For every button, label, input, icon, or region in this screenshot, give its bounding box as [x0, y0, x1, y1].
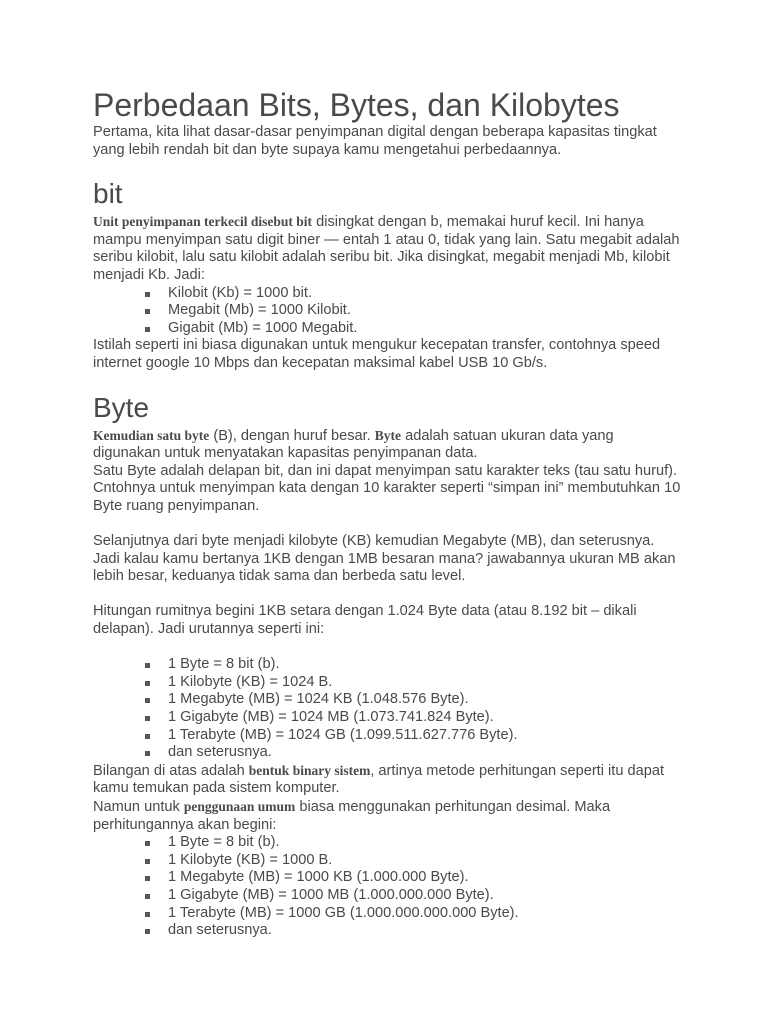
byte-p1-rest: adalah satuan ukuran data yang digunakan untuk menyatakan kapasitas penyimpanan data.: [93, 427, 614, 462]
list-item: 1 Megabyte (MB) = 1000 KB (1.000.000 Byte).: [93, 869, 683, 887]
byte-paragraph-5: [93, 762, 683, 798]
section-heading-byte: Byte: [93, 391, 150, 423]
byte-p6-start: Namun untuk: [93, 799, 184, 815]
byte-p1-bold-1: Kemudian satu byte: [93, 427, 210, 443]
list-item: dan seterusnya.: [93, 922, 683, 940]
list-item: 1 Gigabyte (MB) = 1024 MB (1.073.741.824 Byte).: [93, 709, 683, 727]
list-item: Kilobit (Kb) = 1000 bit.: [93, 285, 683, 303]
page-title: Perbedaan Bits, Bytes, dan Kilobytes: [93, 87, 620, 123]
binary-list: [93, 656, 683, 762]
byte-p5-start: Bilangan di atas adalah: [93, 762, 249, 779]
bit-list: [93, 285, 683, 338]
list-item: 1 Byte = 8 bit (b).: [93, 656, 683, 674]
bit-after-paragraph: Istilah seperti ini biasa digunakan untuk mengukur kecepatan transfer, contohnya speed internet google 10 Mbps dan kecepatan maksimal kabel USB 10 Gb/s.: [93, 337, 661, 371]
list-item: 1 Gigabyte (MB) = 1000 MB (1.000.000.000 Byte).: [93, 887, 683, 905]
byte-paragraph-3: Selanjutnya dari byte menjadi kilobyte (KB) kemudian Megabyte (MB), dan seterusnya. Jadi kalau kamu bertanya 1KB dengan 1MB besaran mana? jawabannya ukuran MB akan lebih besar, keduanya tidak sama dan berbeda satu level.: [93, 533, 676, 585]
list-item: dan seterusnya.: [93, 744, 683, 762]
decimal-list: [93, 834, 683, 940]
bit-lead-bold: Unit penyimpanan terkecil disebut bit: [93, 214, 313, 230]
bit-lead-text: disingkat dengan b, memakai huruf kecil. Ini hanya mampu menyimpan satu digit biner — entah 1 atau 0, tidak yang lain. Satu megabit adalah seribu kilobit, lalu satu kilobit adalah seribu bit. Jika disingkat, megabit menjadi Mb, kilobit menjadi Kb. Jadi:: [93, 214, 680, 283]
document-page: [93, 86, 683, 940]
byte-paragraph-2: Satu Byte adalah delapan bit, dan ini dapat menyimpan satu karakter teks (tau satu huruf). Cntohnya untuk menyimpan kata dengan 10 karakter seperti “simpan ini” membutuhkan 10 Byte ruang penyimpanan.: [93, 462, 681, 514]
list-item: 1 Megabyte (MB) = 1024 KB (1.048.576 Byte).: [93, 691, 683, 709]
list-item: 1 Kilobyte (KB) = 1000 B.: [93, 852, 683, 870]
list-item: 1 Terabyte (MB) = 1024 GB (1.099.511.627.776 Byte).: [93, 727, 683, 745]
list-item: Gigabit (Mb) = 1000 Megabit.: [93, 320, 683, 338]
byte-p6-bold: penggunaan umum: [183, 799, 296, 814]
list-item: Megabit (Mb) = 1000 Kilobit.: [93, 302, 683, 320]
list-item: 1 Terabyte (MB) = 1000 GB (1.000.000.000.000 Byte).: [93, 905, 683, 923]
byte-paragraph-6: [93, 798, 683, 834]
list-item: 1 Byte = 8 bit (b).: [93, 834, 683, 852]
byte-p1-mid: (B), dengan huruf besar.: [209, 427, 375, 444]
byte-p5-bold: bentuk binary sistem: [248, 762, 371, 778]
intro-paragraph: Pertama, kita lihat dasar-dasar penyimpanan digital dengan beberapa kapasitas tingkat yang lebih rendah bit dan byte supaya kamu mengetahui perbedaannya.: [93, 124, 657, 158]
list-item: 1 Kilobyte (KB) = 1024 B.: [93, 674, 683, 692]
bit-lead-paragraph: [93, 213, 683, 284]
byte-paragraph-1: [93, 427, 683, 463]
byte-paragraph-4: Hitungan rumitnya begini 1KB setara dengan 1.024 Byte data (atau 8.192 bit – dikali delapan). Jadi urutannya seperti ini:: [93, 603, 637, 638]
byte-p6-rest: biasa menggunakan perhitungan desimal. Maka perhitungannya akan begini:: [93, 799, 611, 833]
section-heading-bit: bit: [93, 178, 123, 210]
byte-p5-rest: , artinya metode perhitungan seperti itu dapat kamu temukan pada sistem komputer.: [93, 762, 665, 797]
byte-p1-bold-2: Byte: [374, 427, 402, 443]
